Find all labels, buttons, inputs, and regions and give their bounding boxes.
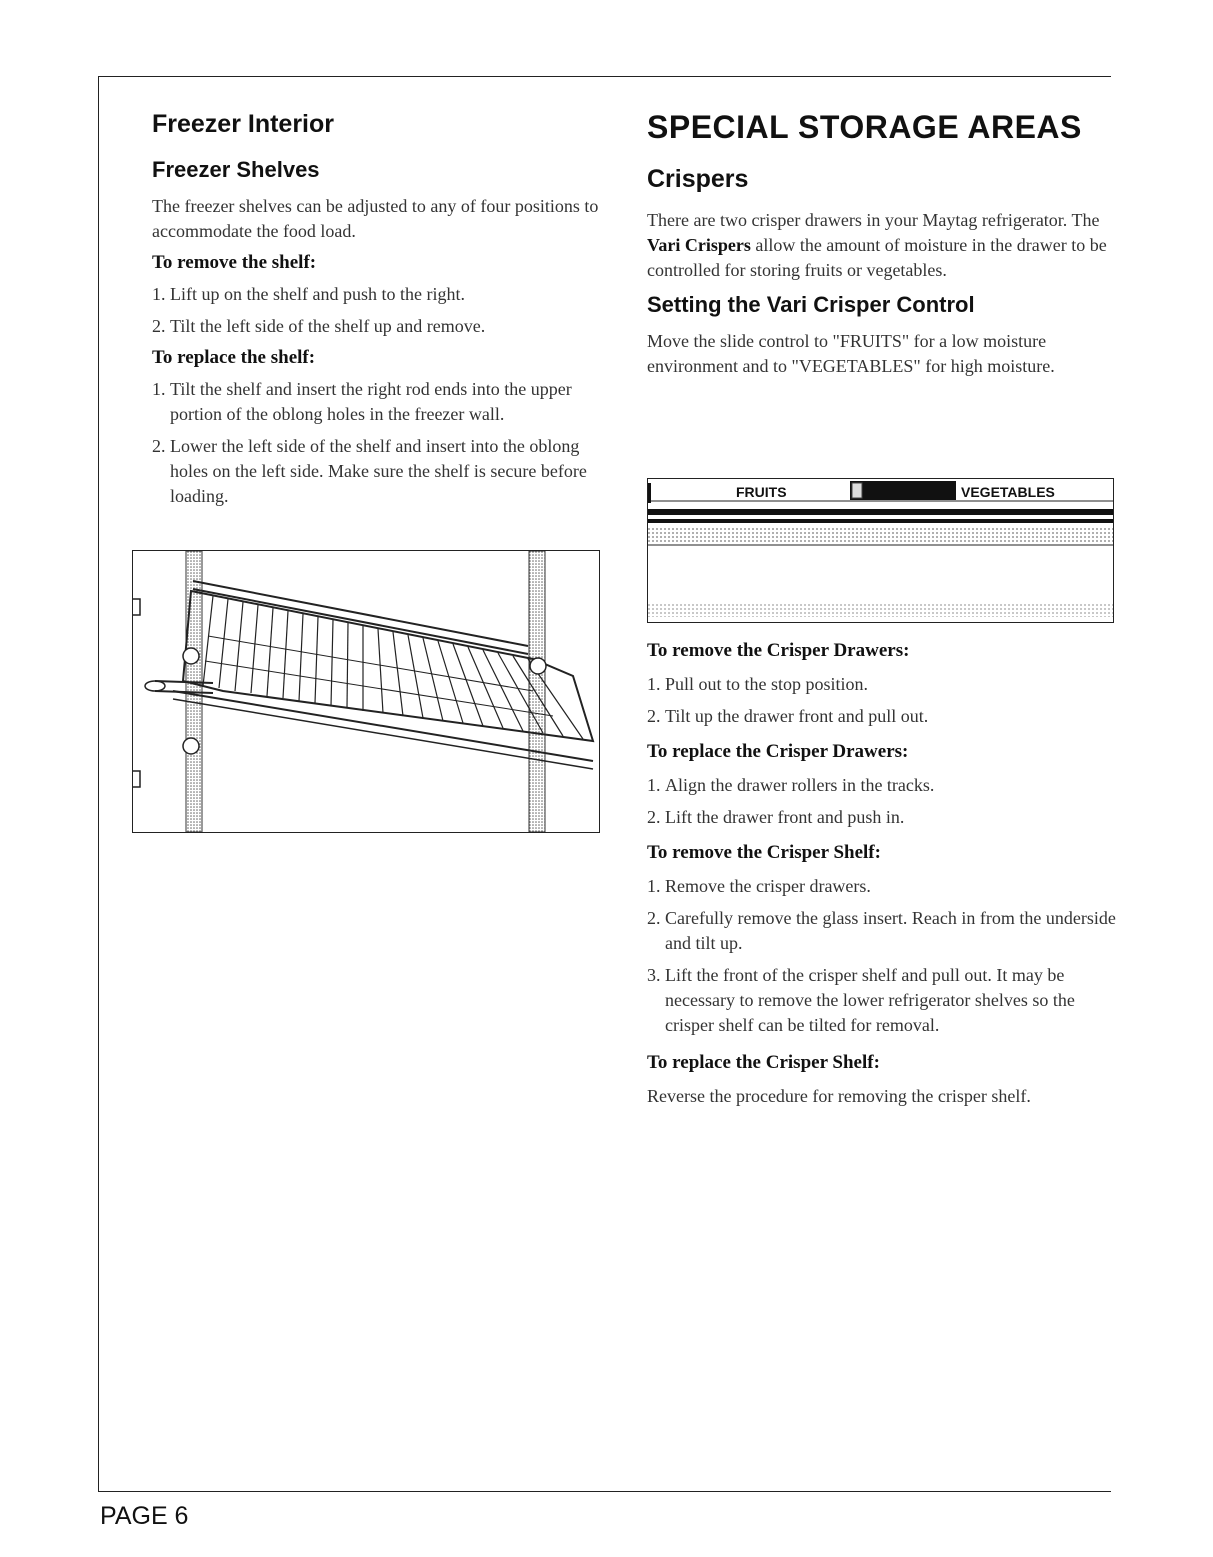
control-paragraph: Move the slide control to "FRUITS" for a low moisture environment and to "VEGETABLES" for high moisture. [647,331,1055,376]
freezer-shelf-drawing [133,551,599,832]
list-item: 2. Lift the drawer front and push in. [647,807,905,827]
crisper-slide-drawing [648,479,1113,622]
replace-crisper-shelf-heading: To replace the Crisper Shelf: [647,1052,880,1073]
subsection-title-crispers: Crispers [647,165,749,193]
subsection-title-freezer-shelves: Freezer Shelves [152,157,320,182]
left-rule [98,76,99,1491]
remove-crisper-shelf-heading: To remove the Crisper Shelf: [647,842,881,863]
fruits-label: FRUITS [736,484,787,500]
crispers-paragraph: There are two crisper drawers in your Maytag refrigerator. The Vari Crispers allow the amount of moisture in the drawer to be controlled for storing fruits or vegetables. [647,210,1107,280]
left-column [152,108,602,509]
right-column [647,108,1117,379]
replace-crisper-drawers-heading: To replace the Crisper Drawers: [647,741,909,762]
bottom-rule [98,1491,1111,1492]
list-item: 1. Lift up on the shelf and push to the right. [152,284,465,304]
freezer-shelf-illustration [132,550,600,833]
freezer-shelves-intro: The freezer shelves can be adjusted to any of four positions to accommodate the food load. [152,196,599,241]
subsection-title-vari-crisper-control: Setting the Vari Crisper Control [647,292,975,317]
remove-shelf-heading: To remove the shelf: [152,252,317,273]
remove-crisper-drawers-heading: To remove the Crisper Drawers: [647,640,910,661]
replace-crisper-shelf-text: Reverse the procedure for removing the crisper shelf. [647,1086,1031,1106]
top-rule [98,76,1111,77]
vari-crispers-bold: Vari Crispers [647,235,751,255]
page-number: PAGE 6 [100,1502,189,1530]
replace-shelf-heading: To replace the shelf: [152,347,316,368]
list-item: 2. Lower the left side of the shelf and insert into the oblong holes on the left side. Make sure the shelf is secure before loading. [152,436,587,506]
section-title-special-storage: SPECIAL STORAGE AREAS [647,109,1082,145]
list-item: 2. Tilt up the drawer front and pull out. [647,706,929,726]
vari-crisper-control-illustration [647,478,1114,623]
list-item: 2. Carefully remove the glass insert. Reach in from the underside and tilt up. [647,908,1116,953]
list-item: 1. Remove the crisper drawers. [647,876,871,896]
list-item: 1. Align the drawer rollers in the tracks. [647,775,935,795]
list-item: 1. Pull out to the stop position. [647,674,869,694]
section-title-freezer-interior: Freezer Interior [152,110,335,138]
list-item: 1. Tilt the shelf and insert the right rod ends into the upper portion of the oblong holes in the freezer wall. [152,379,572,424]
list-item: 3. Lift the front of the crisper shelf and pull out. It may be necessary to remove the lower refrigerator shelves so the crisper shelf can be tilted for removal. [647,965,1075,1035]
list-item: 2. Tilt the left side of the shelf up and remove. [152,316,486,336]
right-column-lower [647,638,1117,1109]
vegetables-label: VEGETABLES [961,484,1055,500]
